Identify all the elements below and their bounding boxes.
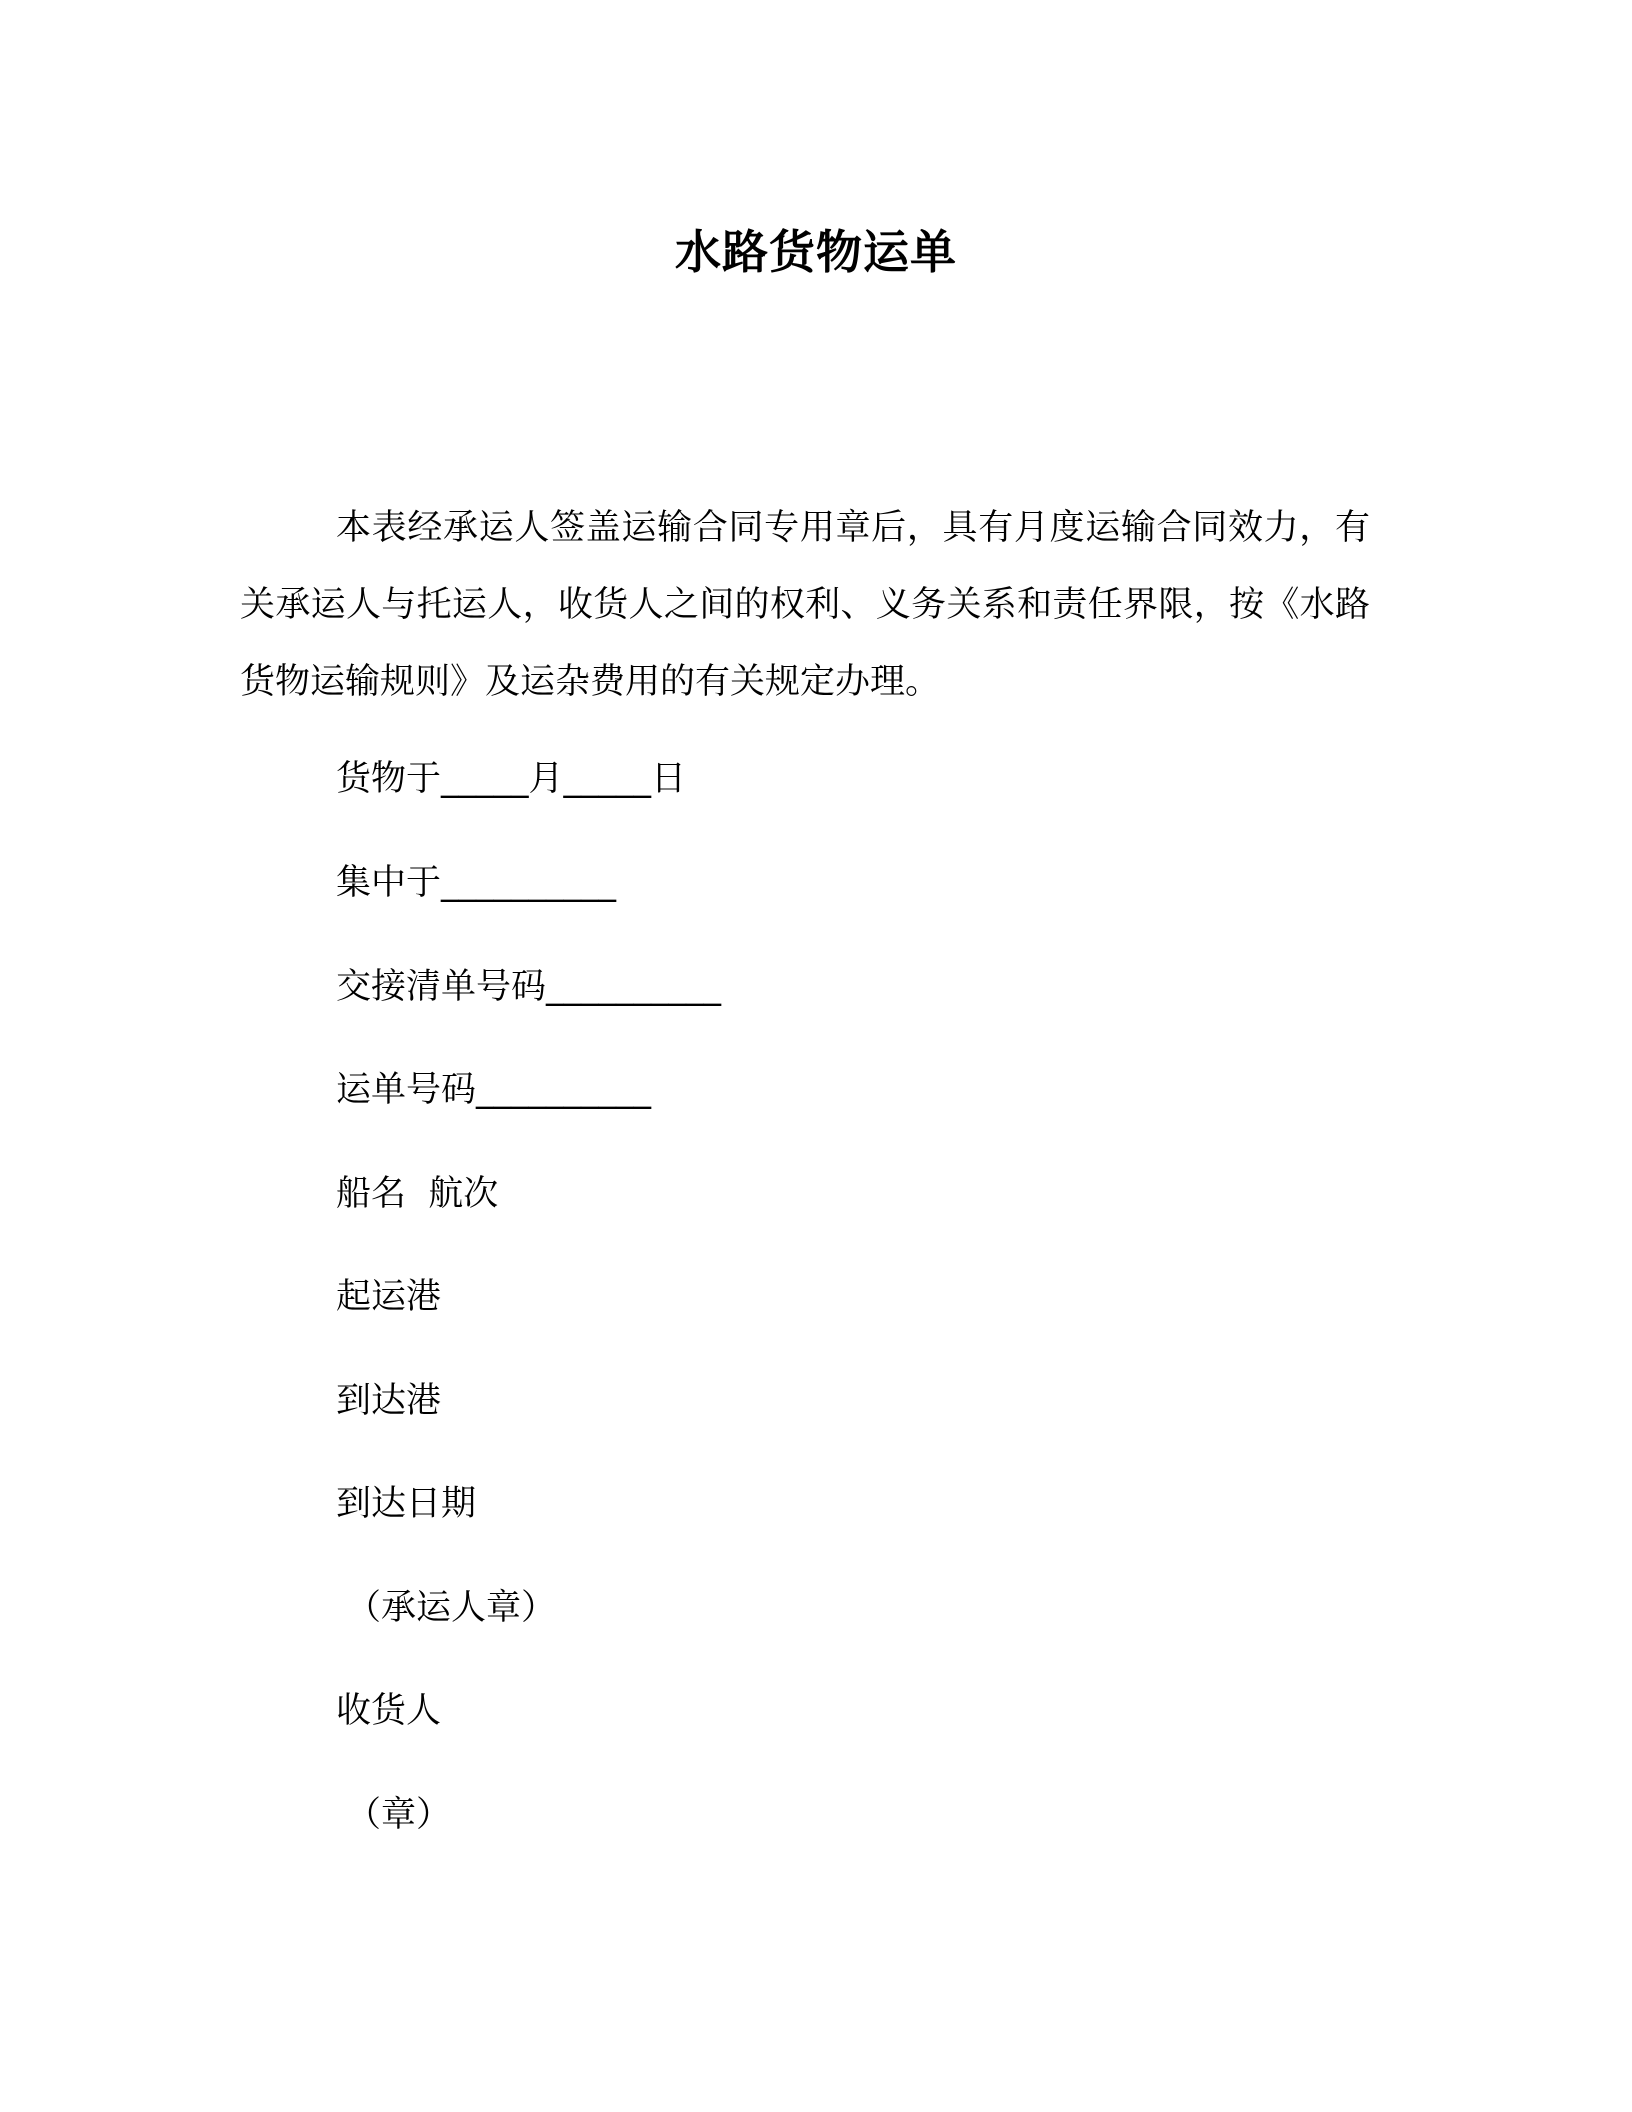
intro-paragraph: 本表经承运人签盖运输合同专用章后，具有月度运输合同效力，有关承运人与托运人，收货人之间的权利、义务关系和责任界限，按《水路货物运输规则》及运杂费用的有关规定办理。 [240, 508, 1370, 702]
arrival-date-field: 到达日期 [336, 1484, 477, 1524]
document-title: 水路货物运单 [675, 225, 957, 279]
cargo-date-field: 货物于_____月_____日 [336, 759, 687, 799]
carrier-seal-label: （承运人章） [346, 1588, 557, 1628]
arrival-port-field: 到达港 [336, 1381, 442, 1421]
ship-voyage-field: 船名 航次 [336, 1174, 499, 1214]
gather-at-field: 集中于__________ [336, 863, 617, 903]
waybill-number-field: 运单号码__________ [336, 1070, 652, 1110]
departure-port-field: 起运港 [336, 1277, 442, 1317]
consignee-seal-label: （章） [346, 1795, 452, 1835]
consignee-field: 收货人 [336, 1691, 442, 1731]
handover-list-number-field: 交接清单号码__________ [336, 967, 722, 1007]
